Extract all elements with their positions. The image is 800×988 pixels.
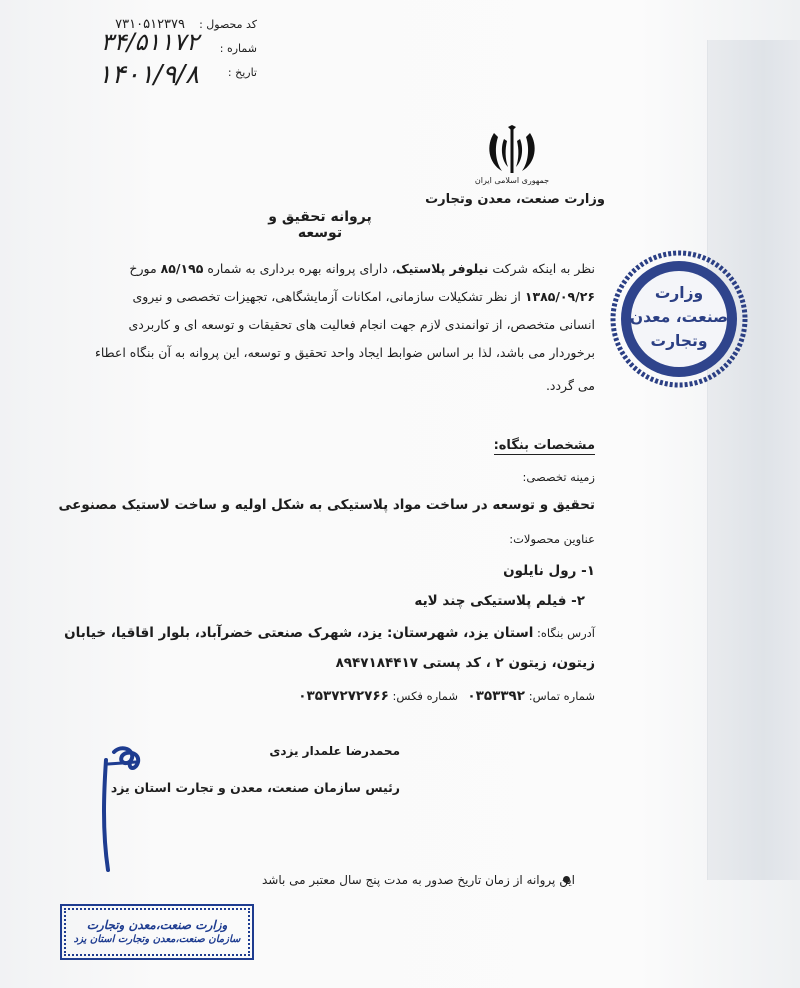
- signer-name: محمدرضا علمدار یزدی: [269, 744, 400, 758]
- products-label: عناوین محصولات:: [509, 532, 595, 546]
- body-line-4: برخوردار می باشد، لذا بر اساس ضوابط ایجاد واحد تحقیق و توسعه، این پروانه به آن بنگاه اعطاء: [94, 345, 595, 360]
- product-code-label: کد محصول :: [199, 18, 257, 31]
- address-text: استان یزد، شهرستان: یزد، شهرک صنعتی خضرآباد، بلوار اقاقیا، خیابان: [64, 625, 534, 641]
- phone-value: ۰۳۵۳۳۹۲: [467, 688, 526, 704]
- specialty-value: تحقیق و توسعه در ساخت مواد پلاستیکی به شکل اولیه و ساخت لاستیک مصنوعی: [58, 497, 595, 513]
- stamp-line-1: وزارت صنعت،معدن وتجارت: [86, 917, 228, 932]
- product-item: ۱- رول نایلون: [503, 563, 595, 579]
- seal-text-3: وتجارت: [650, 332, 708, 350]
- stamp-inner: [64, 908, 250, 956]
- letter-date-value: ۱۴۰۱/۹/۸: [97, 60, 199, 90]
- letter-date-label: تاریخ :: [227, 66, 257, 79]
- specialty-label: زمینه تخصصی:: [522, 470, 595, 484]
- product-code-value: ۷۳۱۰۵۱۲۳۷۹: [115, 17, 185, 32]
- body-text: ، دارای پروانه بهره برداری به شماره: [203, 261, 396, 276]
- letter-number-value: ۳۴/۵۱۱۷۲: [100, 28, 199, 56]
- signer-title: رئیس سازمان صنعت، معدن و تجارت استان یزد: [110, 780, 400, 795]
- country-name: جمهوری اسلامی ایران: [474, 176, 550, 185]
- letter-number-label: شماره :: [219, 42, 257, 55]
- organization-rect-stamp: [60, 904, 254, 960]
- body-line-2: [132, 289, 595, 304]
- fax-value: ۰۳۵۳۷۲۷۲۷۶۶: [298, 688, 389, 704]
- address-line-1: [64, 625, 595, 641]
- body-text: نظر به اینکه شرکت: [488, 261, 595, 276]
- license-number: ۸۵/۱۹۵: [160, 261, 204, 276]
- validity-note: این پروانه از زمان تاریخ صدور به مدت پنج سال معتبر می باشد: [261, 873, 575, 887]
- ministry-round-seal: [608, 248, 750, 390]
- handwritten-signature-icon: [92, 740, 172, 880]
- body-text: مورخ: [129, 261, 161, 276]
- body-text: از نظر تشکیلات سازمانی، امکانات آزمایشگاهی، تجهیزات تخصصی و نیروی: [132, 289, 525, 304]
- address-label: آدرس بنگاه:: [533, 626, 595, 640]
- body-line-3: انسانی متخصص، از توانمندی لازم جهت انجام فعالیت های تحقیقات و توسعه ای و کاربردی: [128, 317, 595, 332]
- address-line-2: زیتون، زیتون ۲ ، کد پستی ۸۹۴۷۱۸۴۴۱۷: [335, 655, 595, 671]
- license-date: ۱۳۸۵/۰۹/۲۶: [524, 289, 595, 304]
- product-item: ۲- فیلم پلاستیکی چند لایه: [414, 593, 585, 609]
- seal-text-2: صنعت، معدن: [629, 308, 729, 326]
- iran-emblem-icon: [484, 125, 540, 177]
- phone-label: شماره تماس:: [525, 689, 595, 703]
- company-name: نیلوفر پلاستیک: [395, 261, 489, 276]
- document-title: پروانه تحقیق و توسعه: [268, 209, 372, 241]
- section-heading: مشخصات بنگاه:: [493, 438, 595, 453]
- body-line-5: می گردد.: [545, 378, 595, 393]
- paper-edge-shadow: [707, 40, 800, 880]
- ministry-name: وزارت صنعت، معدن وتجارت: [425, 192, 605, 207]
- stamp-line-2: سازمان صنعت،معدن وتجارت استان یزد: [73, 933, 241, 945]
- fax-label: شماره فکس:: [388, 689, 458, 703]
- body-line-1: [85, 261, 595, 276]
- seal-text-1: وزارت: [654, 284, 704, 302]
- contact-line: [298, 688, 595, 704]
